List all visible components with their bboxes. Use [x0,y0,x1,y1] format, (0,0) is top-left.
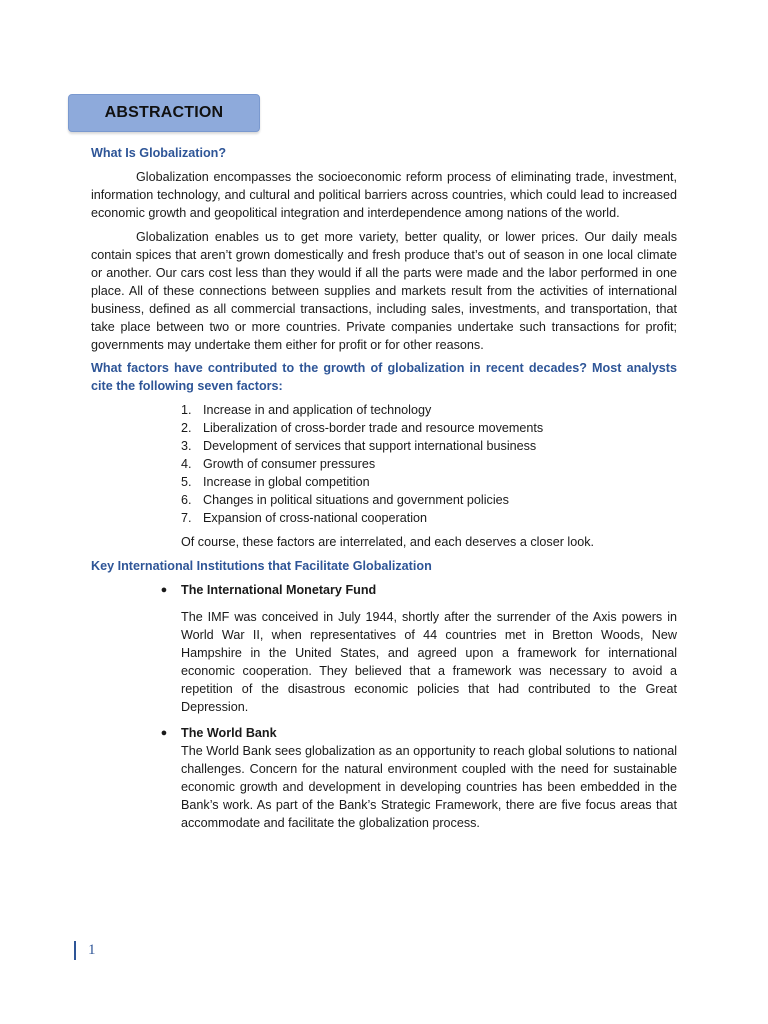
list-number: 7. [181,511,192,525]
footer-divider [74,941,76,960]
factors-closing-text: Of course, these factors are interrelated, and each deserves a closer look. [181,535,595,549]
content [91,144,677,832]
paragraph: Globalization enables us to get more variety, better quality, or lower prices. Our daily meals contain spices that aren’t grown domestically and fresh produce that’s out of season in one local climate or another. Our cars cost less than they would if all the parts were made and the labor performed in one place. All of these connections between supplies and markets result from the activities of international business, defined as all commercial transactions, including sales, investments, and transportation, that take place between two or more countries. Private companies undertake such transactions for profit; governments may undertake them either for profit or for other reasons. [91,230,677,352]
list-text: Development of services that support international business [203,439,537,453]
list-number: 5. [181,475,192,489]
list-item [181,491,677,509]
list-number: 4. [181,457,192,471]
institution-body: The World Bank sees globalization as an opportunity to reach global solutions to national challenges. Concern for the natural environment coupled with the need for sustainable economic growth and development in developing countries has been embedded in the Bank’s work. As part of the Bank’s Strategic Framework, there are five focus areas that accommodate and facilitate the globalization process. [181,744,677,830]
page-number: 1 [88,942,96,958]
institution-body: The IMF was conceived in July 1944, shortly after the surrender of the Axis powers in World War II, when representatives of 44 countries met in Bretton Woods, New Hampshire in the United States, and agreed upon a framework for international economic cooperation. They believed that a framework was necessary to avoid a repetition of the disastrous economic policies that had contributed to the Great Depression. [181,610,677,714]
list-item [181,509,677,527]
paragraph: Globalization encompasses the socioeconomic reform process of eliminating trade, investment, information technology, and cultural and political barriers across countries, which could lead to increased economic growth and geopolitical integration and interdependence among nations of the world. [91,170,677,220]
list-number: 1. [181,403,192,417]
list-item [181,455,677,473]
bullet-icon: ● [160,584,168,596]
section-title-institutions: Key International Institutions that Facilitate Globalization [91,559,432,573]
list-text: Increase in and application of technology [203,403,432,417]
list-item [181,437,677,455]
section-title-factors: What factors have contributed to the growth of globalization in recent decades? Most analysts cite the following seven factors: [91,361,677,393]
list-text: Increase in global competition [203,475,370,489]
bullet-icon: ● [160,727,168,739]
abstraction-heading: ABSTRACTION [68,94,260,132]
list-number: 2. [181,421,192,435]
institution-heading [160,724,677,742]
institution-name: The World Bank [181,726,277,740]
institution-heading [160,581,677,599]
list-item [181,473,677,491]
institution-name: The International Monetary Fund [181,583,377,597]
list-text: Growth of consumer pressures [203,457,376,471]
institution-world-bank [160,724,677,832]
factors-list [181,401,677,527]
section-title-what-is-globalization: What Is Globalization? [91,146,227,160]
list-text: Liberalization of cross-border trade and resource movements [203,421,544,435]
list-text: Changes in political situations and government policies [203,493,509,507]
institution-imf [160,581,677,716]
list-number: 3. [181,439,192,453]
list-item [181,419,677,437]
list-number: 6. [181,493,192,507]
list-text: Expansion of cross-national cooperation [203,511,428,525]
list-item [181,401,677,419]
